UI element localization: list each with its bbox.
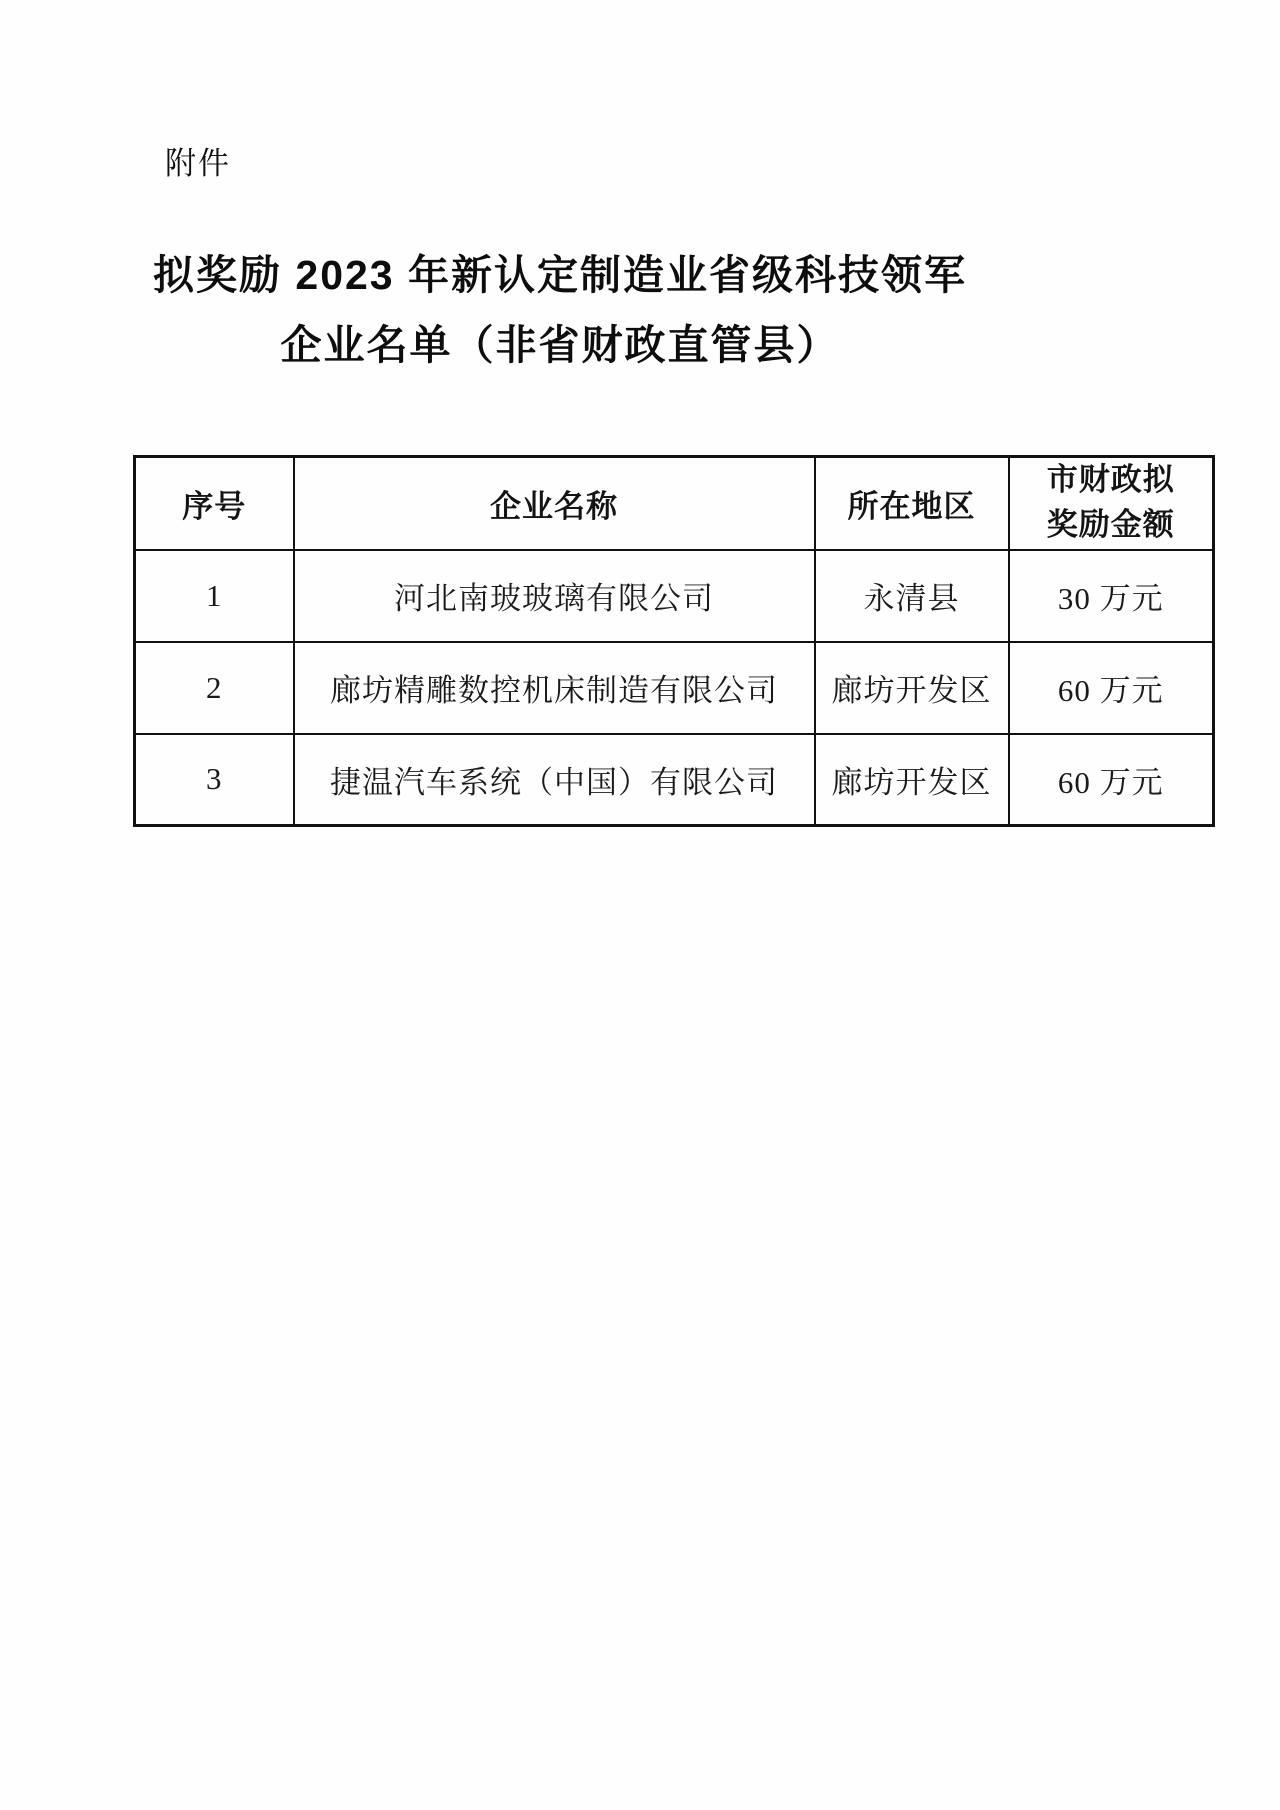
column-header-no: 序号 <box>135 457 294 550</box>
cell-company: 捷温汽车系统（中国）有限公司 <box>294 734 815 826</box>
column-header-amount <box>1009 457 1214 550</box>
cell-no: 2 <box>135 642 294 734</box>
cell-region: 永清县 <box>815 550 1009 642</box>
cell-amount: 60 万元 <box>1009 734 1214 826</box>
table-row <box>135 734 1214 826</box>
document-title-line-1: 拟奖励 2023 年新认定制造业省级科技领军 <box>153 252 967 298</box>
cell-company: 廊坊精雕数控机床制造有限公司 <box>294 642 815 734</box>
cell-no: 3 <box>135 734 294 826</box>
table-row <box>135 642 1214 734</box>
cell-company: 河北南玻玻璃有限公司 <box>294 550 815 642</box>
column-header-region: 所在地区 <box>815 457 1009 550</box>
cell-region: 廊坊开发区 <box>815 642 1009 734</box>
cell-no: 1 <box>135 550 294 642</box>
attachment-label: 附件 <box>165 146 231 181</box>
cell-amount: 30 万元 <box>1009 550 1214 642</box>
header-row <box>135 457 1214 550</box>
award-table <box>133 455 1215 827</box>
column-header-amount-label: 市财政拟奖励金额 <box>1046 462 1175 543</box>
award-table-body <box>135 550 1214 826</box>
document-title-line-2: 企业名单（非省财政直管县） <box>280 322 840 368</box>
cell-region: 廊坊开发区 <box>815 734 1009 826</box>
cell-amount: 60 万元 <box>1009 642 1214 734</box>
document-title <box>0 240 1120 380</box>
column-header-company: 企业名称 <box>294 457 815 550</box>
award-table-header <box>135 457 1214 550</box>
table-row <box>135 550 1214 642</box>
